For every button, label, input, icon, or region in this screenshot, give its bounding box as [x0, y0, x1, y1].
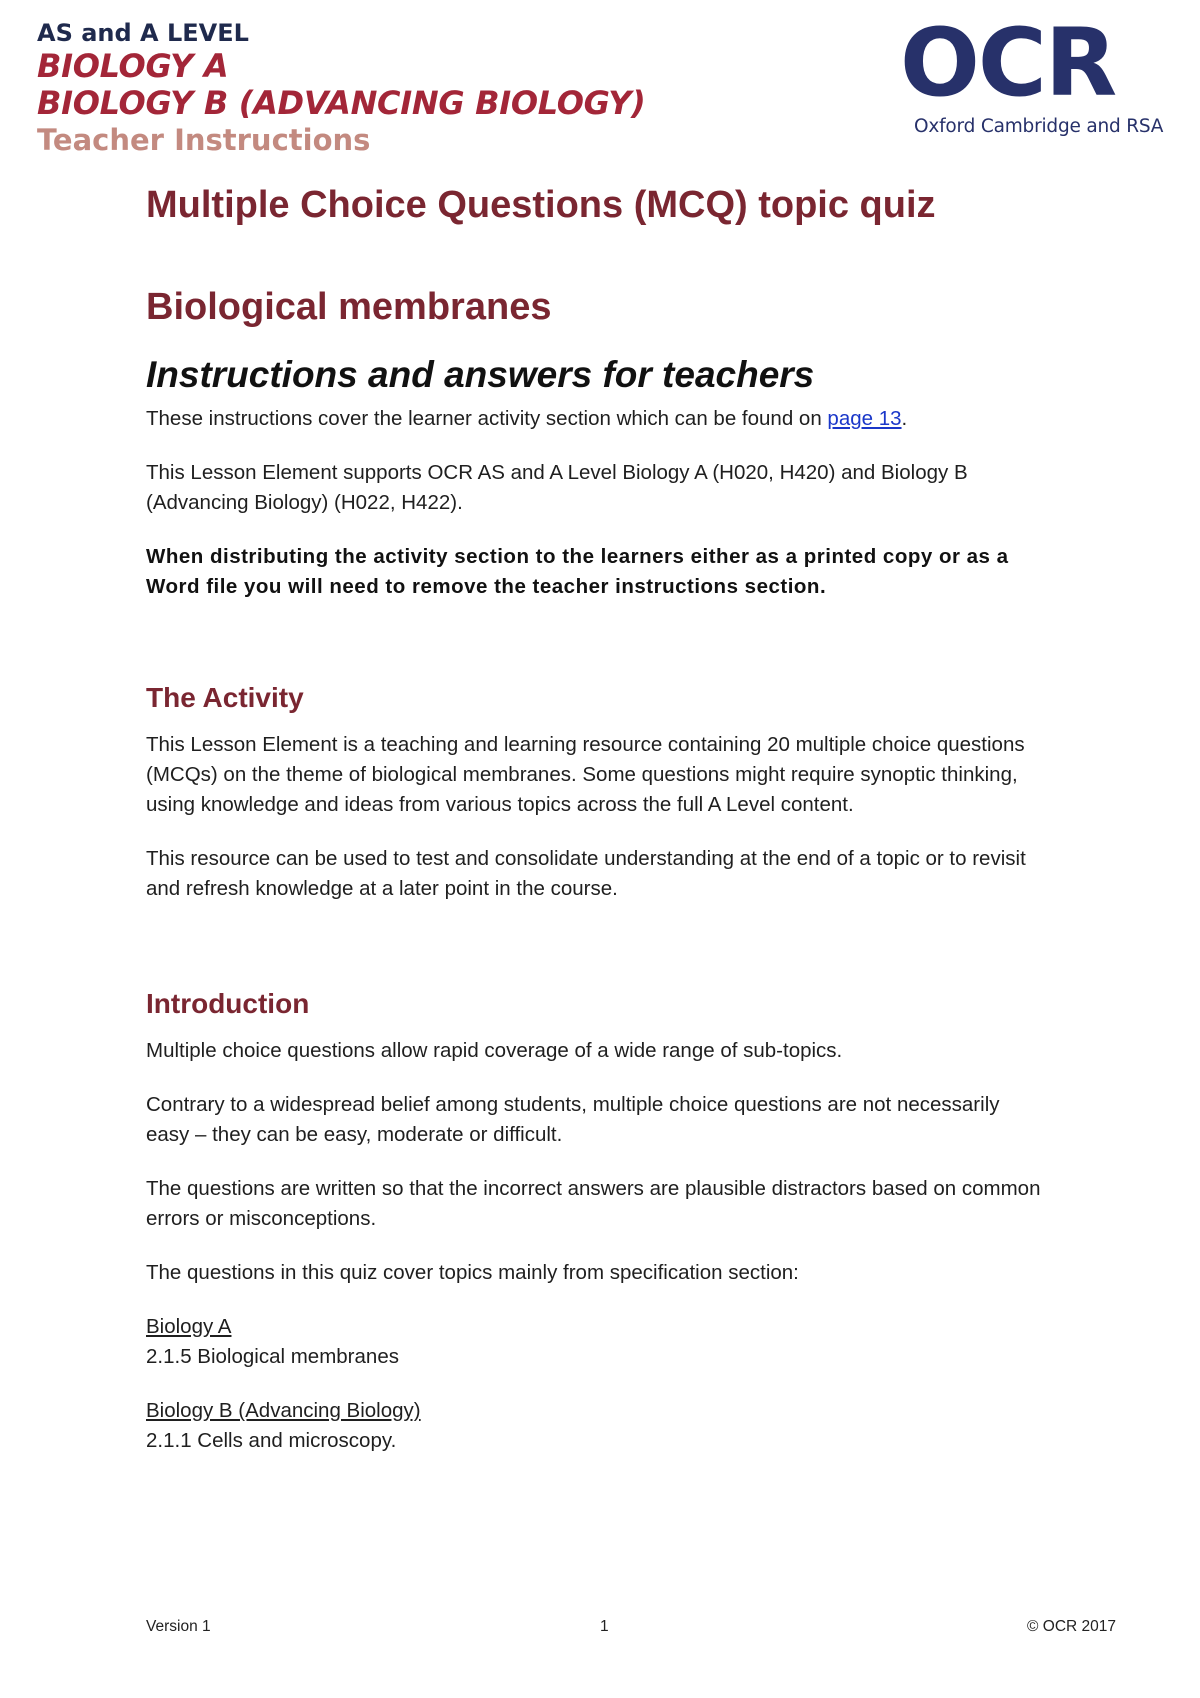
introduction-heading: Introduction: [146, 988, 310, 1019]
document-header: [37, 18, 645, 157]
introduction-paragraph-1: Multiple choice questions allow rapid coverage of a wide range of sub-topics.: [146, 1039, 843, 1062]
topic-title: Biological membranes: [146, 286, 552, 328]
introduction-paragraph-4: The questions in this quiz cover topics mainly from specification section:: [146, 1261, 799, 1284]
introduction-paragraph-3: The questions are written so that the incorrect answers are plausible distractors based on common errors or misconceptions.: [146, 1177, 1041, 1230]
footer-copyright: © OCR 2017: [1027, 1618, 1116, 1635]
section-label: Teacher Instructions: [37, 123, 371, 157]
page-title: Multiple Choice Questions (MCQ) topic quiz: [146, 184, 936, 226]
spec-biology-a-label: Biology A: [146, 1315, 232, 1338]
ocr-logo: [900, 9, 1164, 146]
subject-biology-a: BIOLOGY A: [37, 47, 229, 85]
introduction-paragraph-2: Contrary to a widespread belief among students, multiple choice questions are not necessarily easy – they can be easy, moderate or difficult.: [146, 1093, 1000, 1146]
ocr-tagline: Oxford Cambridge and RSA: [914, 116, 1164, 137]
support-paragraph: This Lesson Element supports OCR AS and A Level Biology A (H020, H420) and Biology B (Advancing Biology) (H022, H422).: [146, 461, 968, 514]
distribution-warning: When distributing the activity section to the learners either as a printed copy or as a Word file you will need to remove the teacher instructions section.: [146, 545, 1009, 598]
subject-biology-b: BIOLOGY B (ADVANCING BIOLOGY): [37, 84, 646, 122]
instructions-heading: Instructions and answers for teachers: [146, 354, 815, 395]
activity-paragraph-2: This resource can be used to test and consolidate understanding at the end of a topic or to revisit and refresh knowledge at a later point in the course.: [146, 847, 1026, 900]
spec-biology-b-label: Biology B (Advancing Biology): [146, 1399, 421, 1422]
ocr-wordmark: OCR: [900, 9, 1116, 118]
main-content: [146, 182, 1046, 1456]
intro-text: These instructions cover the learner activity section which can be found on: [146, 407, 828, 430]
intro-paragraph: [146, 404, 1046, 434]
intro-text-end: .: [901, 407, 908, 430]
activity-heading: The Activity: [146, 682, 304, 713]
qualification-level: AS and A LEVEL: [37, 19, 249, 47]
footer-version: Version 1: [146, 1618, 211, 1635]
activity-paragraph-1: This Lesson Element is a teaching and learning resource containing 20 multiple choice questions (MCQs) on the theme of biological membranes. Some questions might require synoptic thinking, using knowledge and ideas from various topics across the full A Level content.: [146, 733, 1025, 816]
spec-biology-a-value: 2.1.5 Biological membranes: [146, 1345, 399, 1368]
page-13-link[interactable]: page 13: [827, 407, 902, 430]
footer-page-number: 1: [600, 1618, 609, 1635]
spec-biology-b-value: 2.1.1 Cells and microscopy.: [146, 1429, 397, 1452]
